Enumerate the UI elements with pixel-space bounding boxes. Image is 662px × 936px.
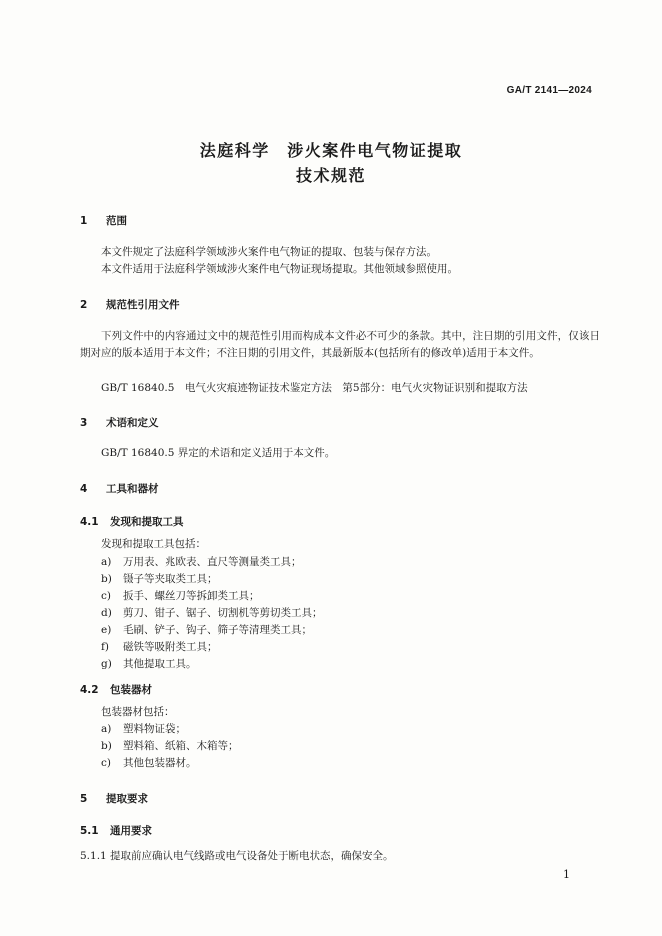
subsection-number: 4.2 (80, 684, 99, 696)
list-marker: g) (101, 658, 112, 670)
subsection-4-2-heading (80, 682, 152, 697)
list-item (101, 721, 186, 738)
section-1-paragraph-2: 本文件适用于法庭科学领域涉火案件电气物证现场提取。其他领域参照使用。 (101, 263, 458, 275)
list-marker: c) (101, 757, 111, 769)
list-item (101, 554, 302, 571)
list-item-text: 万用表、兆欧表、直尺等测量类工具； (123, 556, 302, 568)
list-item (101, 588, 260, 605)
list-marker: e) (101, 624, 112, 636)
list-marker: d) (101, 607, 112, 619)
document-title-line-2: 技术规范 (295, 166, 366, 185)
list-marker: f) (101, 641, 109, 653)
subsection-4-1-intro: 发现和提取工具包括： (101, 538, 206, 550)
list-marker: a) (101, 556, 112, 568)
section-title: 范围 (106, 215, 127, 227)
list-item (101, 755, 197, 772)
list-item-text: 塑料物证袋； (123, 723, 186, 735)
subsection-4-2-intro: 包装器材包括： (101, 706, 175, 718)
list-item (101, 622, 312, 639)
section-title: 提取要求 (106, 793, 148, 805)
standard-number: GA/T 2141—2024 (506, 85, 592, 96)
page-number: 1 (563, 868, 570, 881)
subsection-title: 通用要求 (110, 825, 152, 837)
list-item (101, 571, 218, 588)
list-item-text: 塑料箱、纸箱、木箱等； (123, 740, 239, 752)
section-3-heading (80, 415, 159, 430)
section-2-paragraph: 下列文件中的内容通过文中的规范性引用而构成本文件必不可少的条款。其中，注日期的引用文件，仅该日期对应的版本适用于本文件；不注日期的引用文件，其最新版本(包括所有的修改单)适用于本文件。 (80, 330, 600, 359)
section-4-heading (80, 481, 159, 496)
clause-number: 5.1.1 (80, 850, 107, 862)
section-number: 3 (80, 417, 88, 429)
list-item-text: 剪刀、钳子、锯子、切割机等剪切类工具； (123, 607, 323, 619)
subsection-number: 4.1 (80, 516, 99, 528)
document-title-line-1: 法庭科学 涉火案件电气物证提取 (199, 141, 463, 160)
list-item (101, 605, 323, 622)
list-item-text: 扳手、螺丝刀等拆卸类工具； (123, 590, 260, 602)
list-item-text: 其他提取工具。 (123, 658, 197, 670)
list-item-text: 毛刷、铲子、钩子、筛子等清理类工具； (123, 624, 312, 636)
subsection-4-1-heading (80, 514, 184, 529)
section-number: 2 (80, 299, 88, 311)
list-item-text: 镊子等夹取类工具； (123, 573, 218, 585)
normative-reference: GB/T 16840.5 电气火灾痕迹物证技术鉴定方法 第5部分：电气火灾物证识别和提取方法 (101, 382, 528, 394)
list-item-text: 其他包装器材。 (123, 757, 197, 769)
section-number: 5 (80, 793, 88, 805)
list-marker: a) (101, 723, 112, 735)
section-5-heading (80, 791, 148, 806)
clause-text: 提取前应确认电气线路或电气设备处于断电状态，确保安全。 (110, 850, 394, 862)
section-title: 规范性引用文件 (106, 299, 180, 311)
section-3-paragraph: GB/T 16840.5 界定的术语和定义适用于本文件。 (101, 447, 336, 459)
section-title: 术语和定义 (106, 417, 159, 429)
subsection-5-1-heading (80, 823, 152, 838)
section-1-paragraph-1: 本文件规定了法庭科学领域涉火案件电气物证的提取、包装与保存方法。 (101, 246, 437, 258)
subsection-title: 发现和提取工具 (110, 516, 184, 528)
subsection-number: 5.1 (80, 825, 99, 837)
section-number: 1 (80, 215, 88, 227)
section-title: 工具和器材 (106, 483, 159, 495)
list-item (101, 738, 239, 755)
subsection-title: 包装器材 (110, 684, 152, 696)
list-item (101, 639, 218, 656)
list-item (101, 656, 197, 673)
section-2-heading (80, 297, 180, 312)
clause-5-1-1 (80, 848, 394, 865)
section-number: 4 (80, 483, 88, 495)
section-1-heading (80, 213, 127, 228)
list-marker: c) (101, 590, 111, 602)
list-item-text: 磁铁等吸附类工具； (123, 641, 218, 653)
list-marker: b) (101, 573, 112, 585)
list-marker: b) (101, 740, 112, 752)
